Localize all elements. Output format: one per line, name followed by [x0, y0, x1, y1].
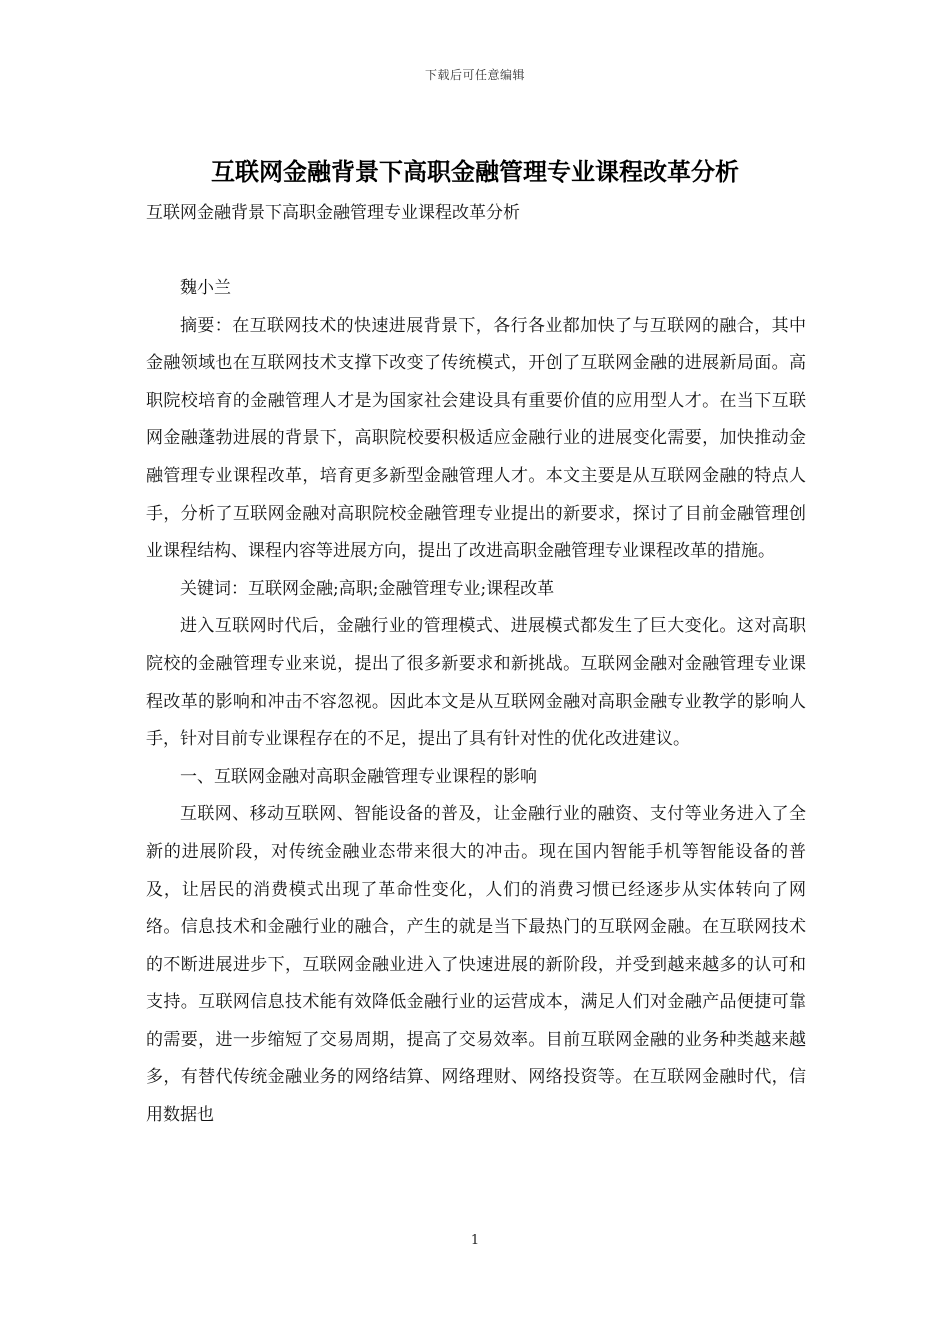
- page-number: 1: [470, 1233, 480, 1248]
- abstract-paragraph: 摘要：在互联网技术的快速进展背景下，各行各业都加快了与互联网的融合，其中金融领域也在互联网技术支撑下改变了传统模式，开创了互联网金融的进展新局面。高职院校培育的金融管理人才是为国家社会建设具有重要价值的应用型人才。在当下互联网金融蓬勃进展的背景下，高职院校要积极适应金融行业的进展变化需要，加快推动金融管理专业课程改革，培育更多新型金融管理人才。本文主要是从互联网金融的特点人手，分析了互联网金融对高职院校金融管理专业提出的新要求，探讨了目前金融管理创业课程结构、课程内容等进展方向，提出了改进高职金融管理专业课程改革的措施。: [146, 315, 806, 562]
- document-title: 互联网金融背景下高职金融管理专业课程改革分析: [211, 157, 739, 186]
- author-name: 魏小兰: [180, 278, 231, 298]
- intro-paragraph: 进入互联网时代后，金融行业的管理模式、进展模式都发生了巨大变化。这对高职院校的金融管理专业来说，提出了很多新要求和新挑战。互联网金融对金融管理专业课程改革的影响和冲击不容忽视。因此本文是从互联网金融对高职金融专业教学的影响人手，针对目前专业课程存在的不足，提出了具有针对性的优化改进建议。: [146, 616, 806, 750]
- section-heading: 一、互联网金融对高职金融管理专业课程的影响: [180, 766, 537, 787]
- keywords-line: 关键词：互联网金融;高职;金融管理专业;课程改革: [180, 578, 555, 599]
- document-body: [146, 270, 806, 1135]
- header-note: 下载后可任意编辑: [424, 68, 525, 82]
- section-paragraph: 互联网、移动互联网、智能设备的普及，让金融行业的融资、支付等业务进入了全新的进展阶段，对传统金融业态带来很大的冲击。现在国内智能手机等智能设备的普及，让居民的消费模式出现了革命性变化，人们的消费习惯已经逐步从实体转向了网络。信息技术和金融行业的融合，产生的就是当下最热门的互联网金融。在互联网技术的不断进展进步下，互联网金融业进入了快速进展的新阶段，并受到越来越多的认可和支持。互联网信息技术能有效降低金融行业的运营成本，满足人们对金融产品便捷可靠的需要，进一步缩短了交易周期，提高了交易效率。目前互联网金融的业务种类越来越多，有替代传统金融业务的网络结算、网络理财、网络投资等。在互联网金融时代，信用数据也: [146, 804, 806, 1126]
- document-subtitle: 互联网金融背景下高职金融管理专业课程改革分析: [146, 203, 520, 223]
